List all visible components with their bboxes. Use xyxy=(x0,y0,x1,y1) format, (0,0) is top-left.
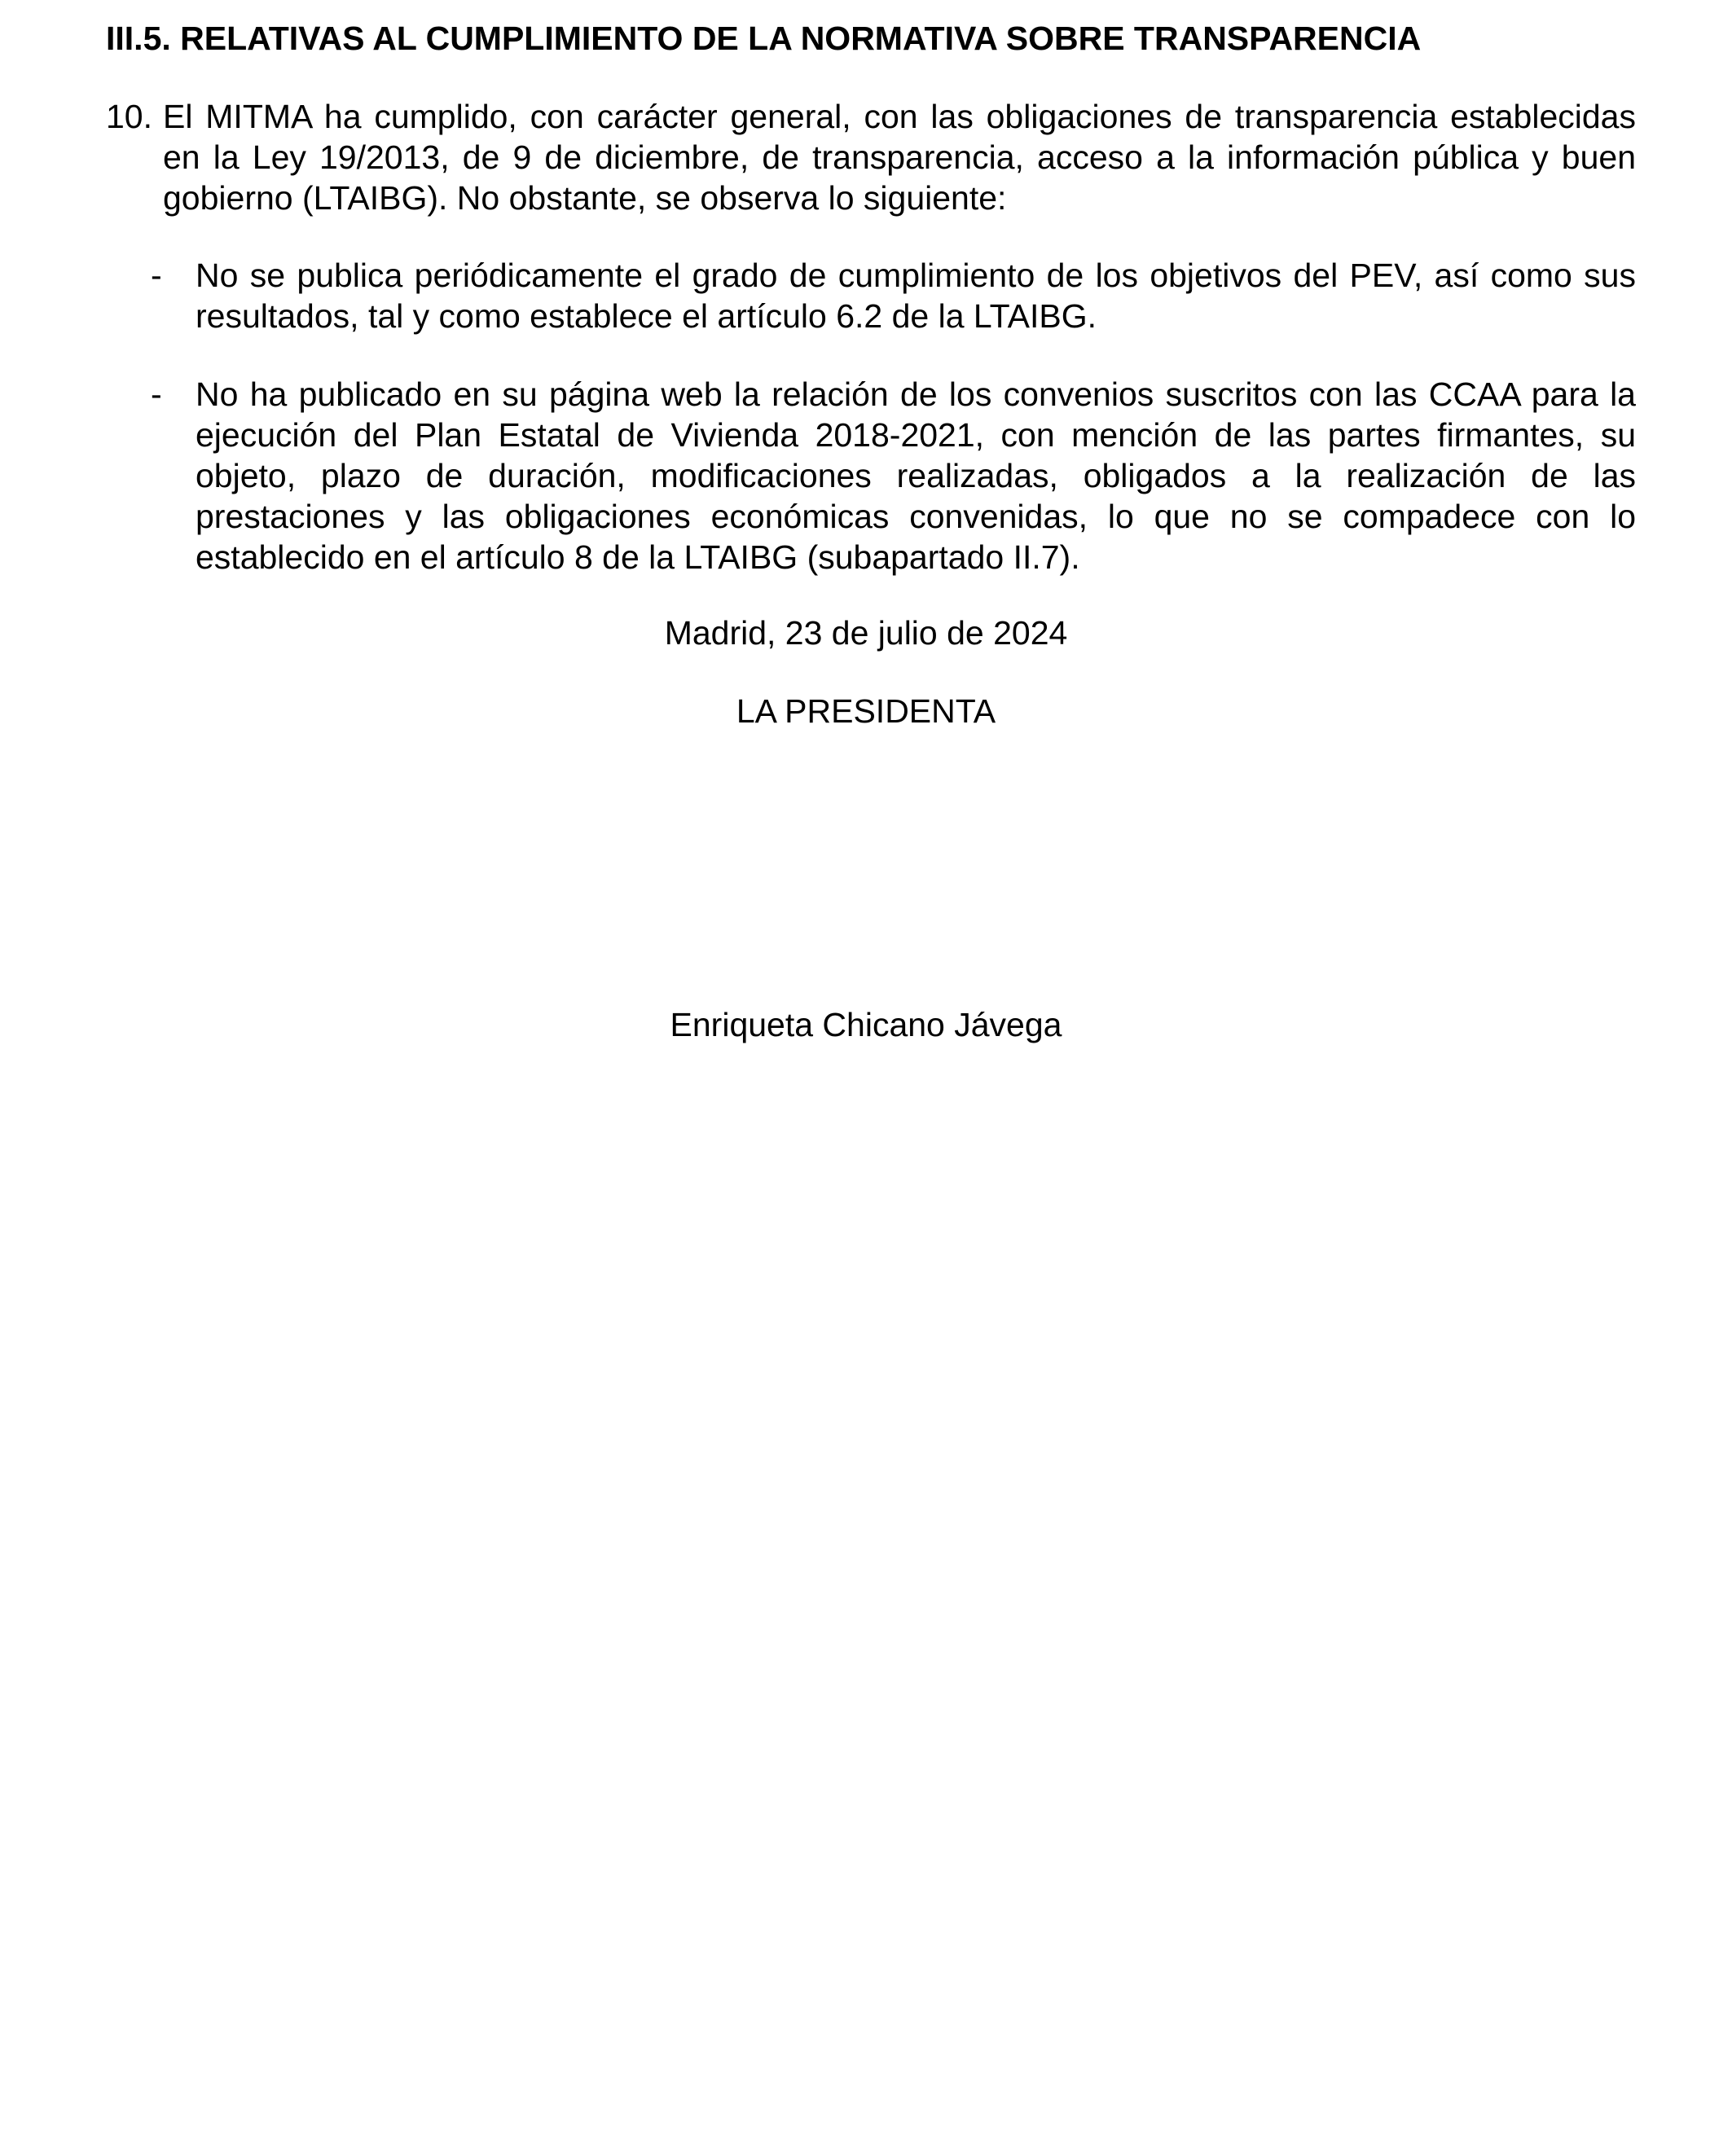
bullet-marker: - xyxy=(151,375,162,413)
section-heading: III.5. RELATIVAS AL CUMPLIMIENTO DE LA NORMATIVA SOBRE TRANSPARENCIA xyxy=(106,20,1422,57)
paragraph-text: El MITMA ha cumplido, con carácter general, con las obligaciones de transparencia establecidas en la Ley 19/2013, de 9 de diciembre, de transparencia, acceso a la información pública y buen gobierno (LTAIBG). No obstante, se observa lo siguiente: xyxy=(163,98,1636,217)
bullet-item xyxy=(151,255,1636,336)
paragraph-10 xyxy=(106,96,1636,218)
signatory-title: LA PRESIDENTA xyxy=(736,692,996,730)
signatory-name: Enriqueta Chicano Jávega xyxy=(670,1006,1062,1043)
bullet-text: No ha publicado en su página web la relación de los convenios suscritos con las CCAA para la ejecución del Plan Estatal de Vivienda 2018-2021, con mención de las partes firmantes, su objeto, plazo de duración, modificaciones realizadas, obligados a la realización de las prestaciones y las obligaciones económicas convenidas, lo que no se compadece con lo establecido en el artículo 8 de la LTAIBG (subapartado II.7). xyxy=(196,375,1636,576)
place-date: Madrid, 23 de julio de 2024 xyxy=(664,614,1068,652)
paragraph-number: 10. xyxy=(106,98,152,135)
bullet-item xyxy=(151,374,1636,577)
bullet-marker: - xyxy=(151,257,162,294)
bullet-text: No se publica periódicamente el grado de cumplimiento de los objetivos del PEV, así como sus resultados, tal y como establece el artículo 6.2 de la LTAIBG. xyxy=(196,257,1636,335)
